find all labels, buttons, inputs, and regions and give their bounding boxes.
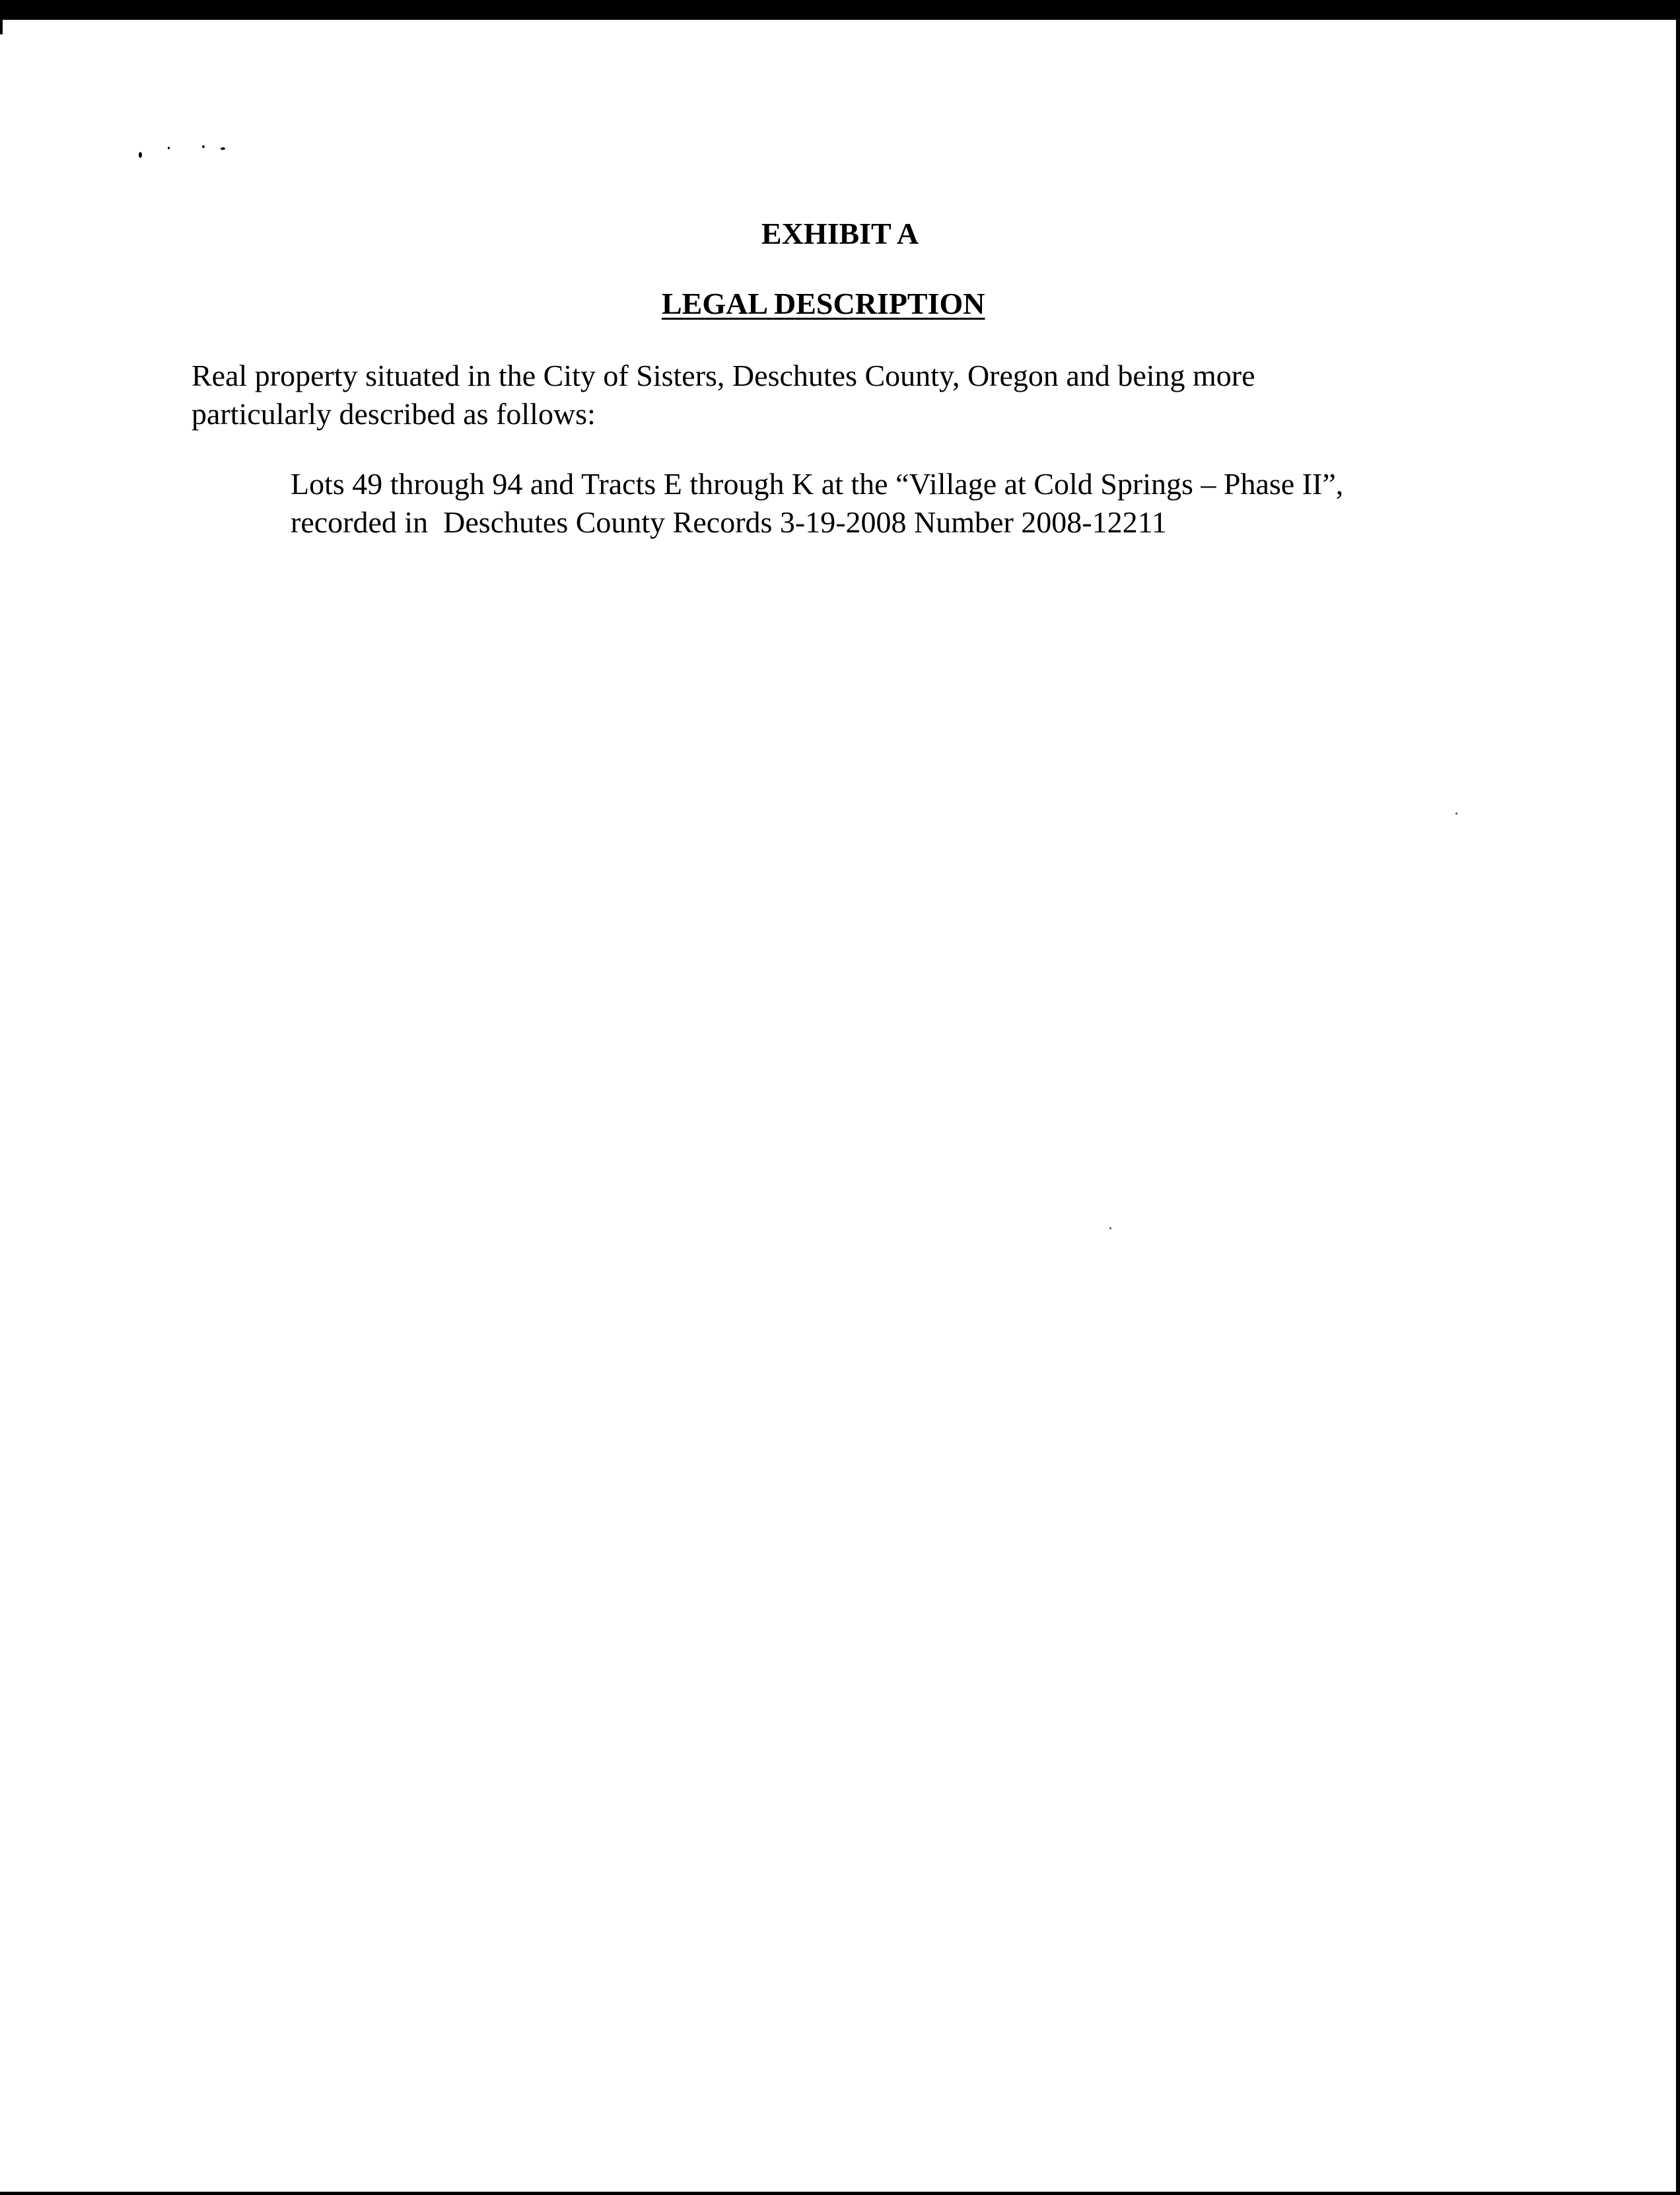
- speck: [202, 145, 205, 148]
- stray-dot: [1109, 1227, 1111, 1229]
- legal-description-heading: LEGAL DESCRIPTION: [662, 287, 985, 320]
- description-line: recorded in Deschutes County Records 3-19-2008 Number 2008-12211: [291, 505, 1167, 539]
- intro-paragraph: [192, 357, 1512, 433]
- scan-border-bottom: [0, 2192, 1680, 2195]
- speck: [221, 147, 225, 150]
- intro-line: Real property situated in the City of Sisters, Deschutes County, Oregon and being more: [192, 359, 1255, 392]
- scan-border-top: [0, 0, 1680, 20]
- speck: [168, 147, 170, 149]
- exhibit-heading: EXHIBIT A: [761, 217, 919, 250]
- description-line: Lots 49 through 94 and Tracts E through K at the “Village at Cold Springs – Phase II”,: [291, 467, 1344, 501]
- intro-line: particularly described as follows:: [192, 397, 596, 431]
- scan-border-right: [1676, 0, 1680, 2195]
- scan-border-left-tick: [0, 20, 3, 34]
- speck: [139, 152, 142, 158]
- stray-dot: [1455, 812, 1457, 814]
- property-description: [291, 465, 1545, 542]
